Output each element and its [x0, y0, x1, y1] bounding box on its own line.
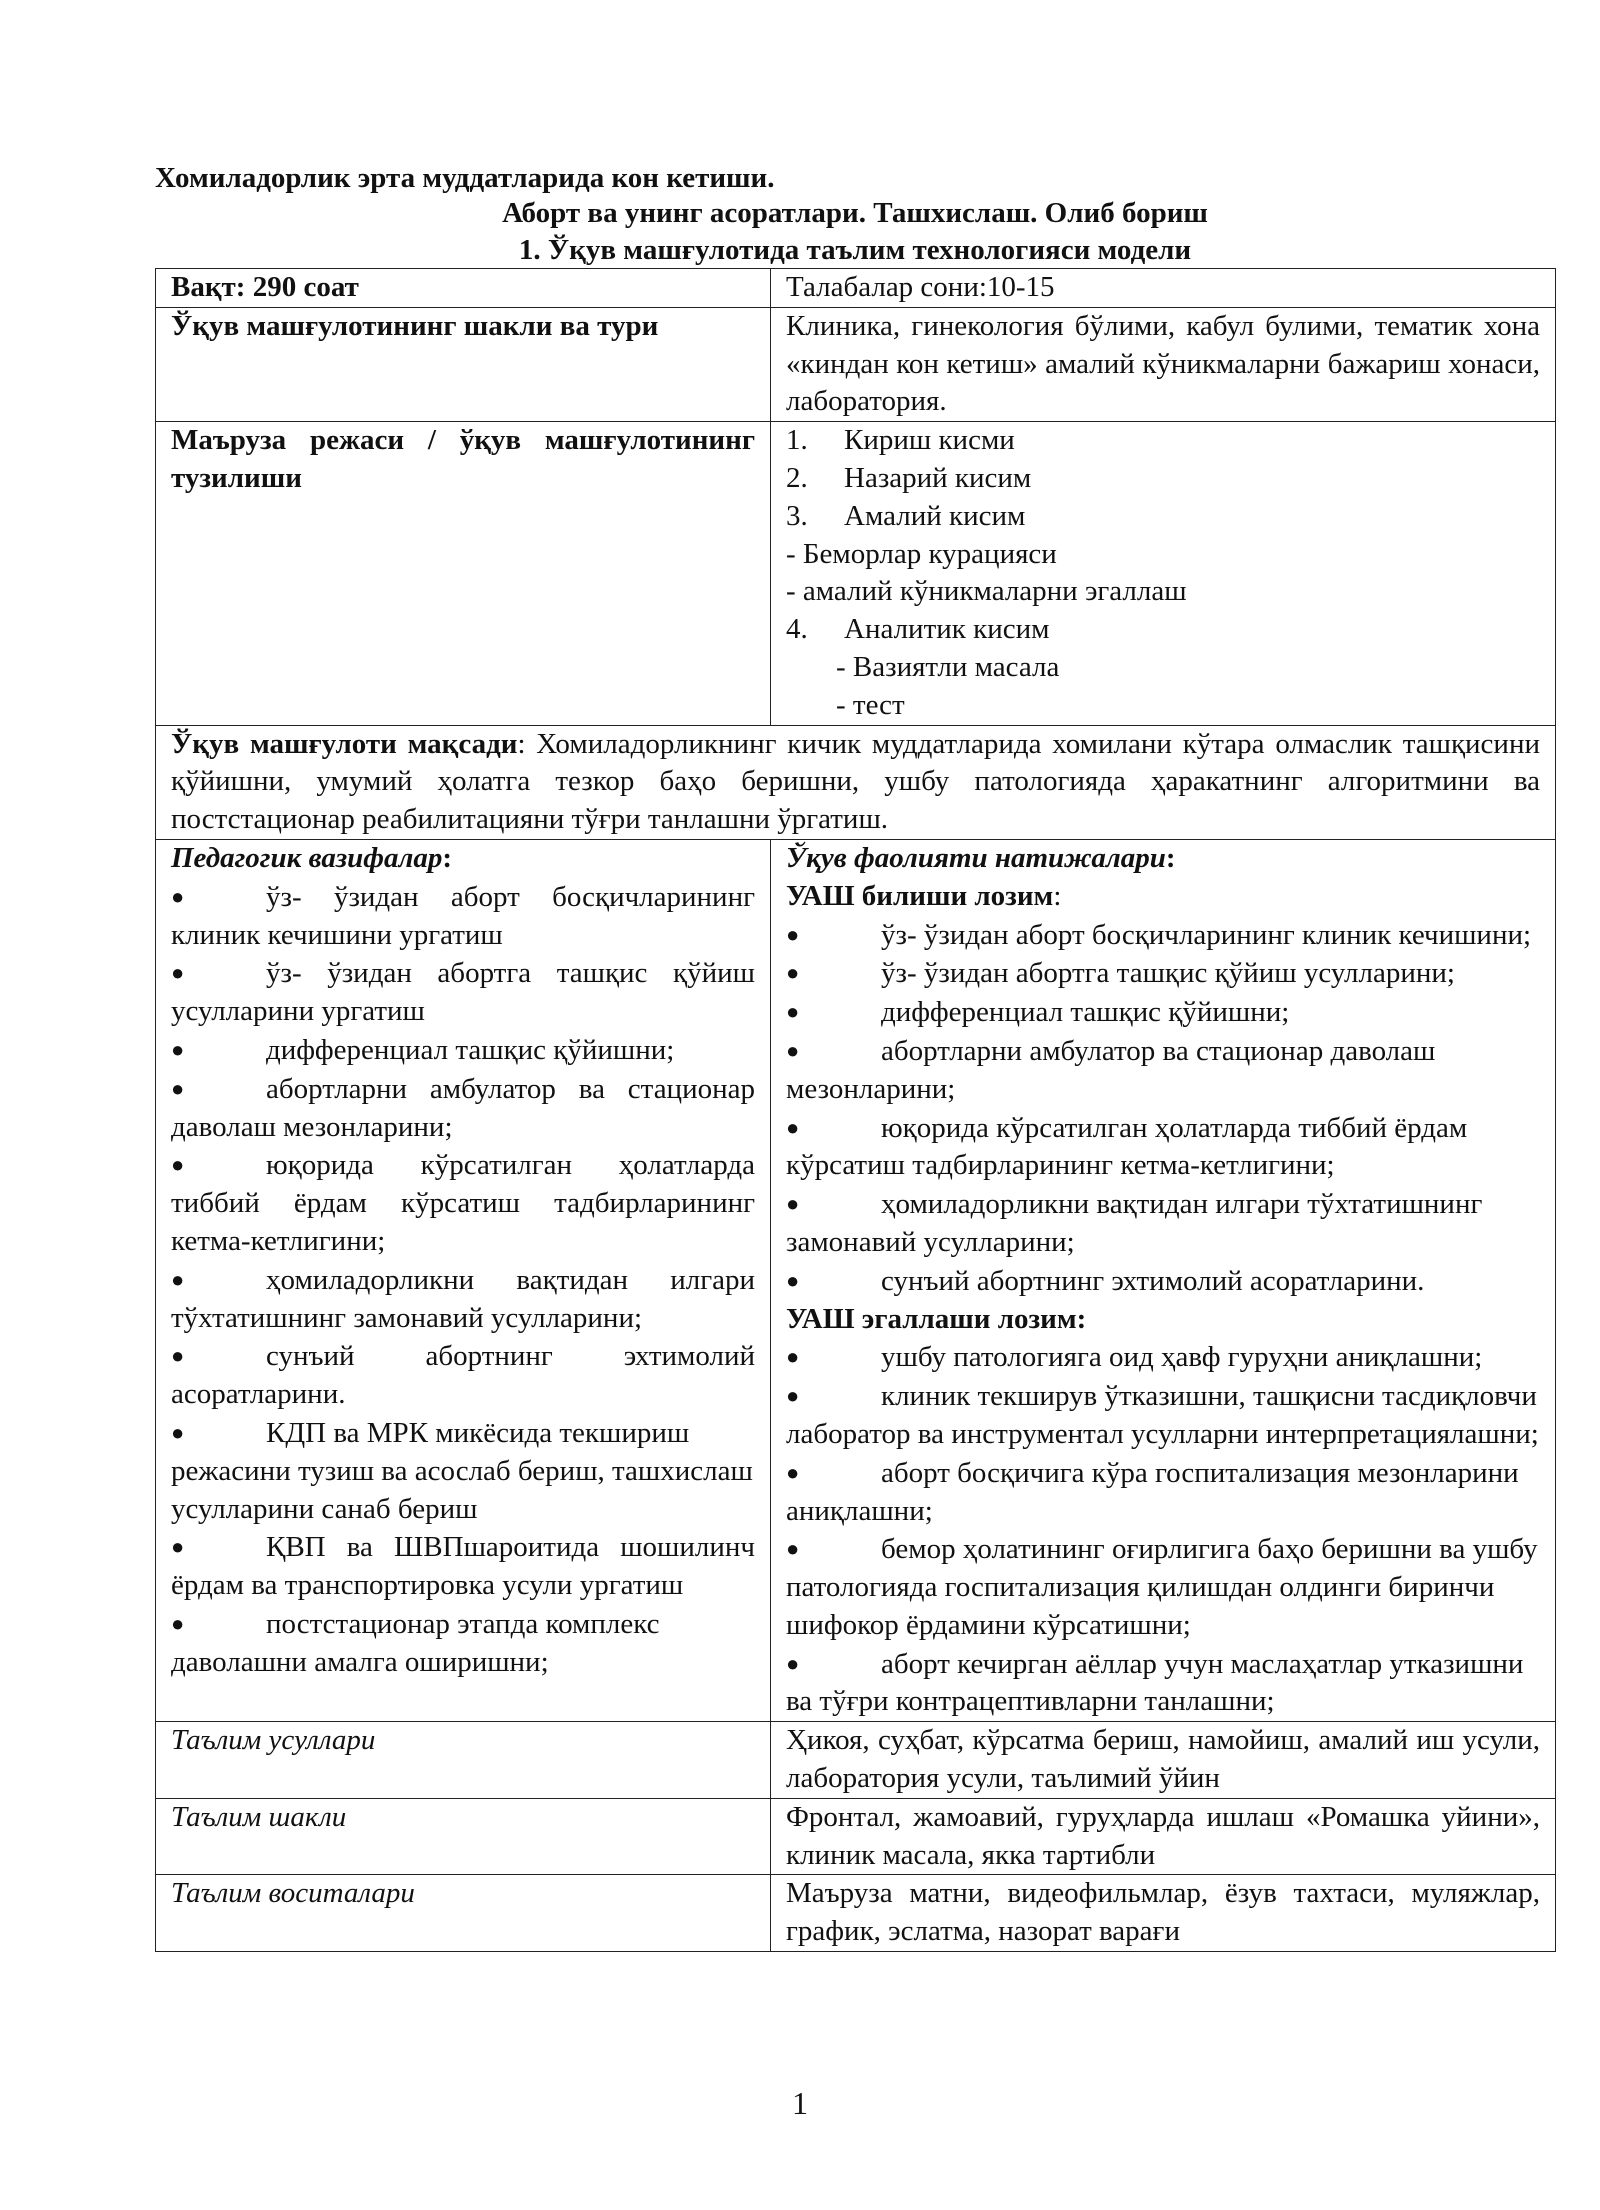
bullet-icon: ● [171, 1266, 185, 1292]
bullet-icon: ● [171, 1610, 185, 1636]
learning-outcomes-cell: Ўқув фаолияти натижалари: УАШ билиши лозим: ● ўз- ўзидан аборт босқичларининг клиник кечишини; ● ўз- ўзидан абортга ташқис қўйиш усулларини; ● дифференциал ташқис қўйишни; ● абортларни амбулатор ва стационар даволаш мезонларини; ● юқорида кўрсатилган ҳолатларда тиббий ёрдам кўрсатиш тадбирларининг кетма-кетлигини; ● ҳомиладорликни вақтидан илгари тўхтатишнинг замонавий усулларини; ● сунъий абортнинг эхтимолий асоратларини. УАШ эгаллаши лозим: ● ушбу патологияга оид ҳавф гуруҳни аниқлашни; ● клиник текширув ўтказишни, ташқисни тасдиқловчи лаборатор ва инструментал усулларни интерпретациялашни; ● аборт босқичига кўра госпитализация мезонларини аниқлашни; ● бемор ҳолатининг оғирлигига баҳо беришни ва ушбу патологияда госпитализация қилишдан олдинги биринчи шифокор ёрдамини кўрсатишни; ● аборт кечирган аёллар учун маслаҳатлар утказишни ва тўғри контрацептивларни танлашни; [771, 839, 1556, 1721]
tools-value-cell: Маъруза матни, видеофильмлар, ёзув тахтаси, муляжлар, график, эслатма, назорат варағи [771, 1875, 1556, 1952]
must-know-title: УАШ билиши лозим [786, 879, 1054, 912]
structure-label-cell [156, 422, 771, 725]
list-item: ● абортларни амбулатор ва стационар даволаш мезонларини; [786, 1032, 1540, 1109]
goal-text: : Хомиладорликнинг кичик муддатларида хомилани кўтара олмаслик ташқисини қўйишни, умумий ҳолатга тезкор баҳо беришни, ушбу патологияда ҳаракатнинг алгоритмини ва постстационар реабилитацияни тўғри танлашни ўргатиш. [171, 727, 1540, 836]
document-title-line1: Хомиладорлик эрта муддатларида кон кетиши. [155, 162, 775, 194]
list-item: ● постстационар этапда комплекс даволашни амалга оширишни; [171, 1605, 755, 1682]
list-item: ● юқорида кўрсатилган ҳолатларда тиббий ёрдам кўрсатиш тадбирларининг кетма-кетлигини; [171, 1146, 755, 1260]
methods-value-cell: Ҳикоя, суҳбат, кўрсатма бериш, намойиш, амалий иш усули, лаборатория усули, таълимий ўйин [771, 1722, 1556, 1799]
form-label-cell: Ўқув машғулотининг шакли ва тури [156, 307, 771, 421]
list-item: ● дифференциал ташқис қўйишни; [786, 993, 1540, 1032]
list-item: 2. Назарий кисим [786, 461, 1032, 494]
table-row-time [156, 269, 1556, 308]
list-item: - Беморлар курацияси [786, 537, 1057, 570]
bullet-icon: ● [171, 960, 185, 986]
list-item: ● сунъий абортнинг эхтимолий асоратларини. [786, 1262, 1540, 1301]
time-cell: Вақт: 290 соат [156, 269, 771, 308]
pedagogical-tasks-title: Педагогик вазифалар [171, 841, 443, 874]
pedagogical-tasks-cell: Педагогик вазифалар: ● ўз- ўзидан аборт босқичларининг клиник кечишини ургатиш ● ўз- ўзидан абортга ташқис қўйиш усулларини ургатиш ● дифференциал ташқис қўйишни; ● абортларни амбулатор ва стационар даволаш мезонларини; ● юқорида кўрсатилган ҳолатларда тиббий ёрдам кўрсатиш тадбирларининг кетма-кетлигини; ● ҳомиладорликни вақтидан илгари тўхтатишнинг замонавий усулларини; ● сунъий абортнинг эхтимолий асоратларини. ● КДП ва МРК микёсида текшириш режасини тузиш ва асослаб бериш, ташхислаш усулларини санаб бериш ● ҚВП ва ШВПшароитида шошилинч ёрдам ва транспортировка усули ургатиш ● постстационар этапда комплекс даволашни амалга оширишни; [156, 839, 771, 1721]
methods-label-cell: Таълим усуллари [156, 1722, 771, 1799]
list-item: ● аборт босқичига кўра госпитализация мезонларини аниқлашни; [786, 1454, 1540, 1531]
table-row-structure [156, 422, 1556, 725]
bullet-icon: ● [171, 1343, 185, 1369]
list-item: ● ўз- ўзидан абортга ташқис қўйиш усулларини; [786, 954, 1540, 993]
bullet-icon: ● [786, 1114, 800, 1140]
goal-label: Ўқув машғулоти мақсади [171, 727, 518, 760]
list-item: ● ўз- ўзидан аборт босқичларининг клиник кечишини ургатиш [171, 878, 755, 955]
table-row-form [156, 307, 1556, 421]
teaching-form-value-cell: Фронтал, жамоавий, гуруҳларда ишлаш «Ромашка уйини», клиник масала, якка тартибли [771, 1798, 1556, 1875]
list-item: - тест [836, 688, 905, 721]
teaching-form-label-cell: Таълим шакли [156, 1798, 771, 1875]
list-item: - амалий кўникмаларни эгаллаш [786, 575, 1187, 608]
list-item: 1. Кириш кисми [786, 424, 1015, 457]
list-item: ● дифференциал ташқис қўйишни; [171, 1031, 755, 1070]
list-item: ● ўз- ўзидан абортга ташқис қўйиш усулларини ургатиш [171, 954, 755, 1031]
structure-label: Маъруза режаси / ўқув машғулотининг тузилиши [171, 424, 755, 494]
list-item: ● КДП ва МРК микёсида текшириш режасини тузиш ва асослаб бериш, ташхислаш усулларини санаб бериш [171, 1414, 755, 1528]
list-item: ● ҚВП ва ШВПшароитида шошилинч ёрдам ва транспортировка усули ургатиш [171, 1528, 755, 1605]
structure-value-cell [771, 422, 1556, 725]
list-item: ● ўз- ўзидан аборт босқичларининг клиник кечишини; [786, 916, 1540, 955]
bullet-icon: ● [171, 1152, 185, 1178]
document-title-line3: 1. Ўқув машғулотида таълим технологияси модели [518, 234, 1192, 266]
bullet-icon: ● [786, 1383, 800, 1409]
bullet-icon: ● [171, 883, 185, 909]
goal-cell [156, 725, 1556, 839]
table-row-goal [156, 725, 1556, 839]
list-item: 3. Амалий кисим [786, 499, 1026, 532]
bullet-icon: ● [171, 1075, 185, 1101]
bullet-icon: ● [786, 1037, 800, 1063]
list-item: ● ҳомиладорликни вақтидан илгари тўхтатишнинг замонавий усулларини; [786, 1185, 1540, 1262]
bullet-icon: ● [786, 1191, 800, 1217]
bullet-icon: ● [171, 1419, 185, 1445]
bullet-icon: ● [786, 999, 800, 1025]
bullet-icon: ● [786, 1650, 800, 1676]
bullet-icon: ● [786, 1536, 800, 1562]
bullet-icon: ● [786, 960, 800, 986]
table-row-methods [156, 1722, 1556, 1799]
table-row-tools [156, 1875, 1556, 1952]
document-title-line2: Аборт ва унинг асоратлари. Ташхислаш. Олиб бориш [502, 197, 1208, 229]
list-item: ● сунъий абортнинг эхтимолий асоратларини. [171, 1337, 755, 1414]
list-item: ● бемор ҳолатининг оғирлигига баҳо беришни ва ушбу патологияда госпитализация қилишдан олдинги биринчи шифокор ёрдамини кўрсатишни; [786, 1530, 1540, 1644]
tools-label-cell: Таълим воситалари [156, 1875, 771, 1952]
learning-outcomes-title: Ўқув фаолияти натижалари [786, 841, 1166, 874]
bullet-icon: ● [786, 1459, 800, 1485]
form-value-cell: Клиника, гинекология бўлими, кабул булими, тематик хона «киндан кон кетиш» амалий кўникмаларни бажариш хонаси, лаборатория. [771, 307, 1556, 421]
list-item: ● ушбу патологияга оид ҳавф гуруҳни аниқлашни; [786, 1338, 1540, 1377]
bullet-icon: ● [171, 1036, 185, 1062]
list-item: ● юқорида кўрсатилган ҳолатларда тиббий ёрдам кўрсатиш тадбирларининг кетма-кетлигини; [786, 1109, 1540, 1186]
must-master-title: УАШ эгаллаши лозим: [786, 1302, 1087, 1335]
bullet-icon: ● [786, 1344, 800, 1370]
list-item: ● ҳомиладорликни вақтидан илгари тўхтатишнинг замонавий усулларини; [171, 1261, 755, 1338]
bullet-icon: ● [786, 921, 800, 947]
table-row-form-of-teaching [156, 1798, 1556, 1875]
bullet-icon: ● [171, 1534, 185, 1560]
table-row-tasks [156, 839, 1556, 1721]
list-item: 4. Аналитик кисим [786, 613, 1050, 646]
list-item: ● клиник текширув ўтказишни, ташқисни тасдиқловчи лаборатор ва инструментал усулларни интерпретациялашни; [786, 1377, 1540, 1454]
list-item: ● аборт кечирган аёллар учун маслаҳатлар утказишни ва тўғри контрацептивларни танлашни; [786, 1645, 1540, 1722]
students-count-cell: Талабалар сони:10-15 [771, 269, 1556, 308]
technology-model-table [155, 268, 1556, 1952]
list-item: - Вазиятли масала [836, 650, 1060, 683]
page-number: 1 [792, 2085, 808, 2121]
list-item: ● абортларни амбулатор ва стационар даволаш мезонларини; [171, 1070, 755, 1147]
bullet-icon: ● [786, 1267, 800, 1293]
